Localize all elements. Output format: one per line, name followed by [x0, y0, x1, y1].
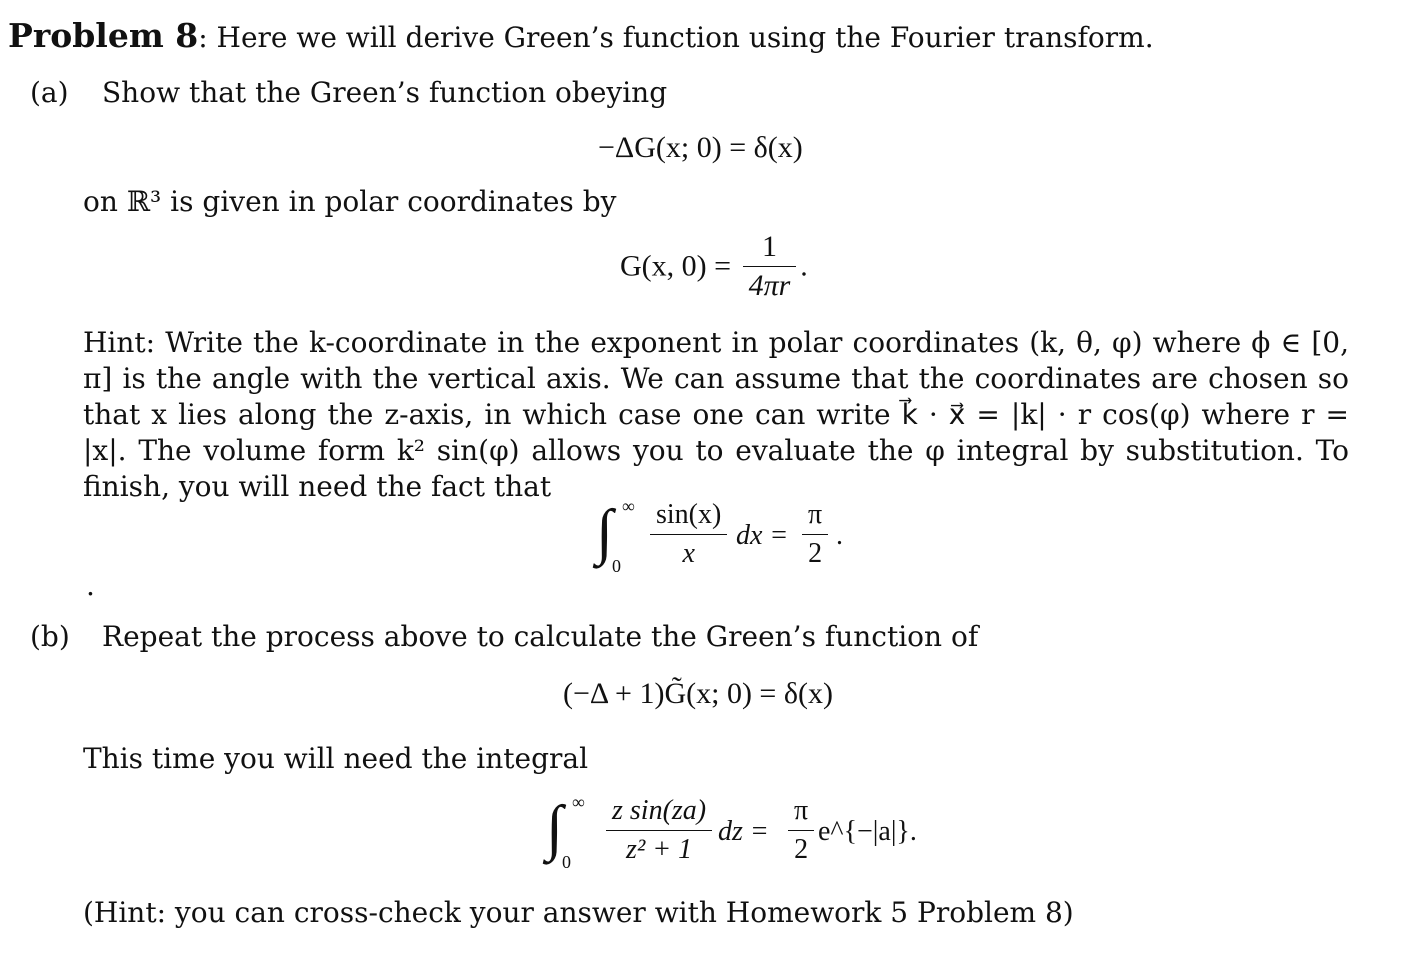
- problem-intro: : Here we will derive Green’s function using the Fourier transform.: [198, 21, 1154, 54]
- stray-dot: .: [86, 569, 95, 602]
- integral-sinx: ∫ ∞ 0 $\frac{\sin(x)}{x}$ dx = $\frac{\pi}{2}$ .: [596, 496, 843, 576]
- integral-result: $\frac{\pi}{2}$: [788, 794, 814, 867]
- integral-upper-limit: ∞: [572, 792, 585, 812]
- integrand-fraction: $\frac{\text{z sin(za)}}{\text{z² + 1}}$: [606, 794, 712, 867]
- part-a-hint: Hint: Write the k-coordinate in the exponent in polar coordinates (k, θ, φ) where ϕ ∈ [0, π] is the angle with the vertical axis. We can assume that the coordinates are chosen so that x lies along the z-axis, in which case one can write k⃗ · x⃗ = |k| · r cos(φ) where r = |x|. The volume form k² sin(φ) allows you to evaluate the φ integral by substitution. To finish, you will need the fact that: [83, 326, 1349, 503]
- part-a-on-text: on ℝ³ is given in polar coordinates by: [83, 185, 617, 218]
- integral-result: $\frac{\pi}{2}$: [802, 498, 828, 571]
- integrand-fraction: $\frac{\sin(x)}{x}$: [650, 498, 727, 571]
- integral-sign: ∫: [546, 794, 563, 862]
- part-a-lead-text: Show that the Green’s function obeying: [102, 76, 668, 109]
- problem-title: Problem 8: [8, 16, 199, 55]
- fraction-green: $\frac{1}{4\pi r}$: [743, 230, 797, 303]
- part-b-need-text: This time you will need the integral: [83, 742, 589, 775]
- part-b-label: (b): [30, 620, 70, 653]
- part-a-lead: [30, 75, 667, 111]
- integral-sign: ∫: [596, 498, 613, 566]
- part-a-label: (a): [30, 76, 69, 109]
- integral-differential: dx =: [736, 520, 789, 551]
- integral-differential: dz =: [718, 816, 769, 847]
- equation-green-function: G(x, 0) = $\frac{1}{4\pi r}$ .: [620, 230, 808, 302]
- part-b-lead-text: Repeat the process above to calculate the Green’s function of: [102, 620, 979, 653]
- integral-exponential: e^{−|a|}.: [818, 816, 917, 847]
- problem-heading: [8, 18, 1154, 56]
- integral-upper-limit: ∞: [622, 496, 635, 516]
- integral-lower-limit: 0: [562, 852, 571, 872]
- integral-lower-limit: 0: [612, 556, 621, 576]
- equation-helmholtz: (−Δ + 1)G̃(x; 0) = δ(x): [563, 677, 833, 710]
- part-b-final-hint: (Hint: you can cross-check your answer with Homework 5 Problem 8): [83, 896, 1074, 929]
- part-b-lead: [30, 619, 978, 655]
- equation-laplace: −ΔG(x; 0) = δ(x): [598, 131, 803, 164]
- integral-zsin: [546, 790, 917, 876]
